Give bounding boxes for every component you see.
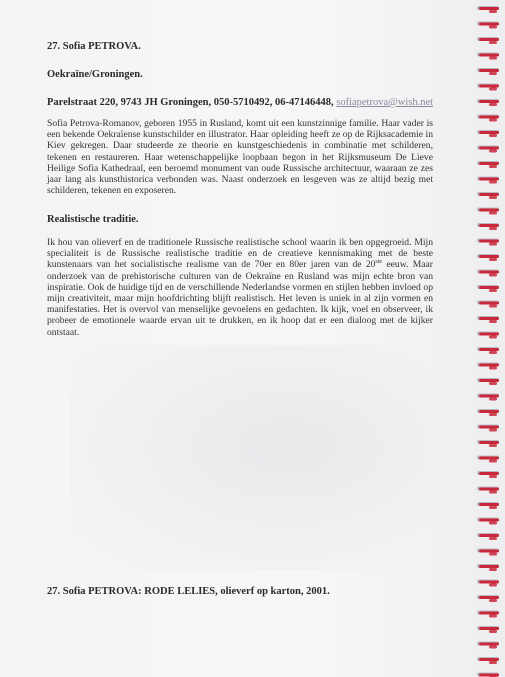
spiral-loop — [477, 270, 499, 277]
spiral-loop — [477, 425, 499, 432]
spiral-loop — [477, 115, 499, 122]
spiral-loop — [477, 564, 499, 571]
spiral-loop — [477, 6, 499, 13]
spiral-loop — [477, 192, 499, 199]
spiral-loop — [477, 518, 499, 525]
spiral-loop — [477, 549, 499, 556]
tradition-paragraph — [47, 237, 433, 338]
spiral-loop — [477, 208, 499, 215]
email-link[interactable]: sofiapetrova@wish.net — [336, 97, 434, 108]
spiral-loop — [477, 502, 499, 509]
spiral-binding — [475, 0, 501, 677]
spiral-loop — [477, 409, 499, 416]
spiral-loop — [477, 130, 499, 137]
spiral-loop — [477, 316, 499, 323]
spiral-loop — [477, 239, 499, 246]
spiral-loop — [477, 642, 499, 649]
spiral-loop — [477, 580, 499, 587]
tradition-text-1: Ik hou van olieverf en de traditionele Russische realistische school waarin ik ben opgegroeid. Mijn specialiteit is de Russische realistische traditie en de creatieve kennismaking met de beste kunstenaars van het socialistische realisme van de 70er en 80er jaren van de 20 — [47, 237, 433, 271]
spiral-loop — [477, 37, 499, 44]
spiral-loop — [477, 254, 499, 261]
spiral-loop — [477, 68, 499, 75]
spiral-loop — [477, 285, 499, 292]
spiral-loop — [477, 301, 499, 308]
spiral-loop — [477, 146, 499, 153]
spiral-loop — [477, 363, 499, 370]
bio-paragraph: Sofia Petrova-Romanov, geboren 1955 in Rusland, komt uit een kunstzinnige familie. Haar vader is een bekende Oekraïense kunstschilder en illustrator. Haar opleiding heeft ze op de Rijksacademie in Kiev gekregen. Daar studeerde ze theorie en kunstgeschiedenis in combinatie met schilderen, tekenen en restaureren. Haar wetenschappelijke loopbaan begon in het Rijksmuseum De Lieve Heilige Sofia Kathedraal, een beroemd monument van oude Russische architectuur, waaraan ze zes jaar lang als kunsthistorica verbonden was. Naast onderzoek en lesgeven was ze altijd bezig met schilderen, tekenen en exposeren. — [47, 118, 433, 197]
spiral-loop — [477, 595, 499, 602]
artist-origin: Oekraïne/Groningen. — [47, 69, 143, 80]
spiral-loop — [477, 84, 499, 91]
spiral-loop — [477, 657, 499, 664]
spiral-loop — [477, 332, 499, 339]
spiral-loop — [477, 440, 499, 447]
artist-heading: 27. Sofia PETROVA. — [47, 41, 141, 52]
spiral-loop — [477, 223, 499, 230]
spiral-loop — [477, 99, 499, 106]
tradition-text-2: eeuw. Maar onderzoek van de prehistorische culturen van de Oekraïne en Rusland was mijn echte bron van inspiratie. Ook de huidige tijd en de verschillende Nederlandse vormen en stijlen hebben invloed op mijn creativiteit, maar mijn hoofdrichting blijft realistisch. Het leven is uniek in al zijn vormen en manifestaties. Het is overvol van menselijke gevoelens en gedachten. Ik kijk, voel en observeer, ik probeer de emotionele waarde ervan uit te drukken, en ik hoop dat er een dialoog met de kijker ontstaat. — [47, 259, 433, 338]
section-title: Realistische traditie. — [47, 214, 139, 225]
spiral-loop — [477, 378, 499, 385]
spiral-loop — [477, 456, 499, 463]
artist-contact — [47, 96, 437, 109]
spiral-loop — [477, 177, 499, 184]
spiral-loop — [477, 611, 499, 618]
spiral-loop — [477, 161, 499, 168]
spiral-loop — [477, 487, 499, 494]
faint-painting-image — [70, 345, 430, 570]
spiral-loop — [477, 394, 499, 401]
painting-caption: 27. Sofia PETROVA: RODE LELIES, olieverf op karton, 2001. — [47, 586, 330, 597]
spiral-loop — [477, 22, 499, 29]
spiral-loop — [477, 533, 499, 540]
artist-address: Parelstraat 220, 9743 JH Groningen, 050-5710492, 06-47146448, — [47, 97, 334, 108]
superscript-ste: ste — [375, 259, 383, 266]
spiral-loop — [477, 626, 499, 633]
spiral-loop — [477, 347, 499, 354]
spiral-loop — [477, 673, 499, 677]
spiral-loop — [477, 53, 499, 60]
spiral-loop — [477, 471, 499, 478]
